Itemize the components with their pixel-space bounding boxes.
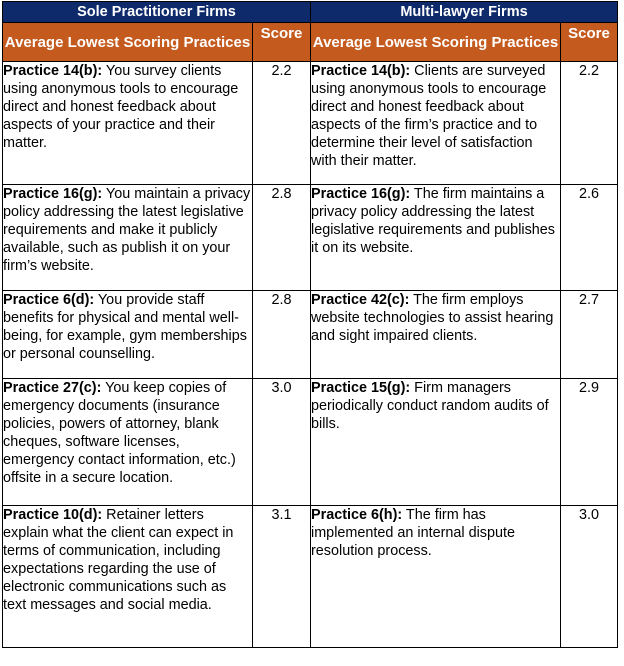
multi-score-cell: 3.0	[561, 506, 618, 648]
practice-description: You survey clients using anonymous tools to encourage direct and honest feedback about aspects of your practice and their matter.	[3, 63, 239, 151]
multi-practice-cell	[311, 379, 561, 506]
sole-practice-cell	[3, 291, 253, 379]
multi-score-cell: 2.2	[561, 62, 618, 185]
multi-score-cell: 2.6	[561, 185, 618, 291]
multi-practice-cell	[311, 62, 561, 185]
multi-score-cell: 2.7	[561, 291, 618, 379]
practice-ref: Practice 16(g):	[311, 186, 411, 202]
practice-ref: Practice 27(c):	[3, 380, 102, 396]
column-header-row	[3, 23, 618, 62]
practice-ref: Practice 15(g):	[311, 380, 411, 396]
multi-practice-cell	[311, 506, 561, 648]
practice-description: You provide staff benefits for physical and mental well-being, for example, gym memberships or personal counselling.	[3, 292, 247, 362]
practice-ref: Practice 10(d):	[3, 507, 103, 523]
group-header-row	[3, 2, 618, 23]
sole-practitioner-header: Sole Practitioner Firms	[3, 2, 311, 23]
practice-description: The firm maintains a privacy policy addressing the latest legislative requirements and publishes it on its website.	[311, 186, 555, 256]
table-row	[3, 185, 618, 291]
sole-score-cell: 3.0	[253, 379, 311, 506]
practice-ref: Practice 14(b):	[311, 63, 411, 79]
sole-practice-cell	[3, 379, 253, 506]
practice-ref: Practice 6(h):	[311, 507, 403, 523]
multi-practice-cell	[311, 185, 561, 291]
practice-description: The firm employs website technologies to assist hearing and sight impaired clients.	[311, 292, 554, 344]
practice-description: You keep copies of emergency documents (insurance policies, powers of attorney, blank cheques, software licenses, emergency contact information, etc.) offsite in a secure location.	[3, 380, 236, 486]
sole-practice-cell	[3, 506, 253, 648]
lowest-scoring-practices-table	[2, 1, 618, 648]
practice-description: The firm has implemented an internal dispute resolution process.	[311, 507, 515, 559]
multi-score-column-header: Score	[561, 23, 618, 62]
practice-description: You maintain a privacy policy addressing the latest legislative requirements and make it publicly available, such as publish it on your firm’s website.	[3, 186, 251, 274]
multi-lawyer-header: Multi-lawyer Firms	[311, 2, 618, 23]
practice-ref: Practice 14(b):	[3, 63, 103, 79]
table-row	[3, 379, 618, 506]
sole-practice-column-header: Average Lowest Scoring Practices	[3, 23, 253, 62]
sole-practice-cell	[3, 62, 253, 185]
table-row	[3, 291, 618, 379]
sole-score-cell: 2.8	[253, 185, 311, 291]
practice-description: Clients are surveyed using anonymous tools to encourage direct and honest feedback about aspects of the firm’s practice and to determine their level of satisfaction with their matter.	[311, 63, 547, 169]
multi-score-cell: 2.9	[561, 379, 618, 506]
multi-practice-cell	[311, 291, 561, 379]
sole-score-column-header: Score	[253, 23, 311, 62]
practice-ref: Practice 16(g):	[3, 186, 103, 202]
sole-score-cell: 2.8	[253, 291, 311, 379]
sole-score-cell: 2.2	[253, 62, 311, 185]
practice-ref: Practice 6(d):	[3, 292, 95, 308]
multi-practice-column-header: Average Lowest Scoring Practices	[311, 23, 561, 62]
practice-description: Firm managers periodically conduct random audits of bills.	[311, 380, 549, 432]
practice-description: Retainer letters explain what the client can expect in terms of communication, including expectations regarding the use of electronic communications such as text messages and social media.	[3, 507, 234, 613]
table-row	[3, 62, 618, 185]
sole-score-cell: 3.1	[253, 506, 311, 648]
practice-ref: Practice 42(c):	[311, 292, 410, 308]
sole-practice-cell	[3, 185, 253, 291]
table-row	[3, 506, 618, 648]
